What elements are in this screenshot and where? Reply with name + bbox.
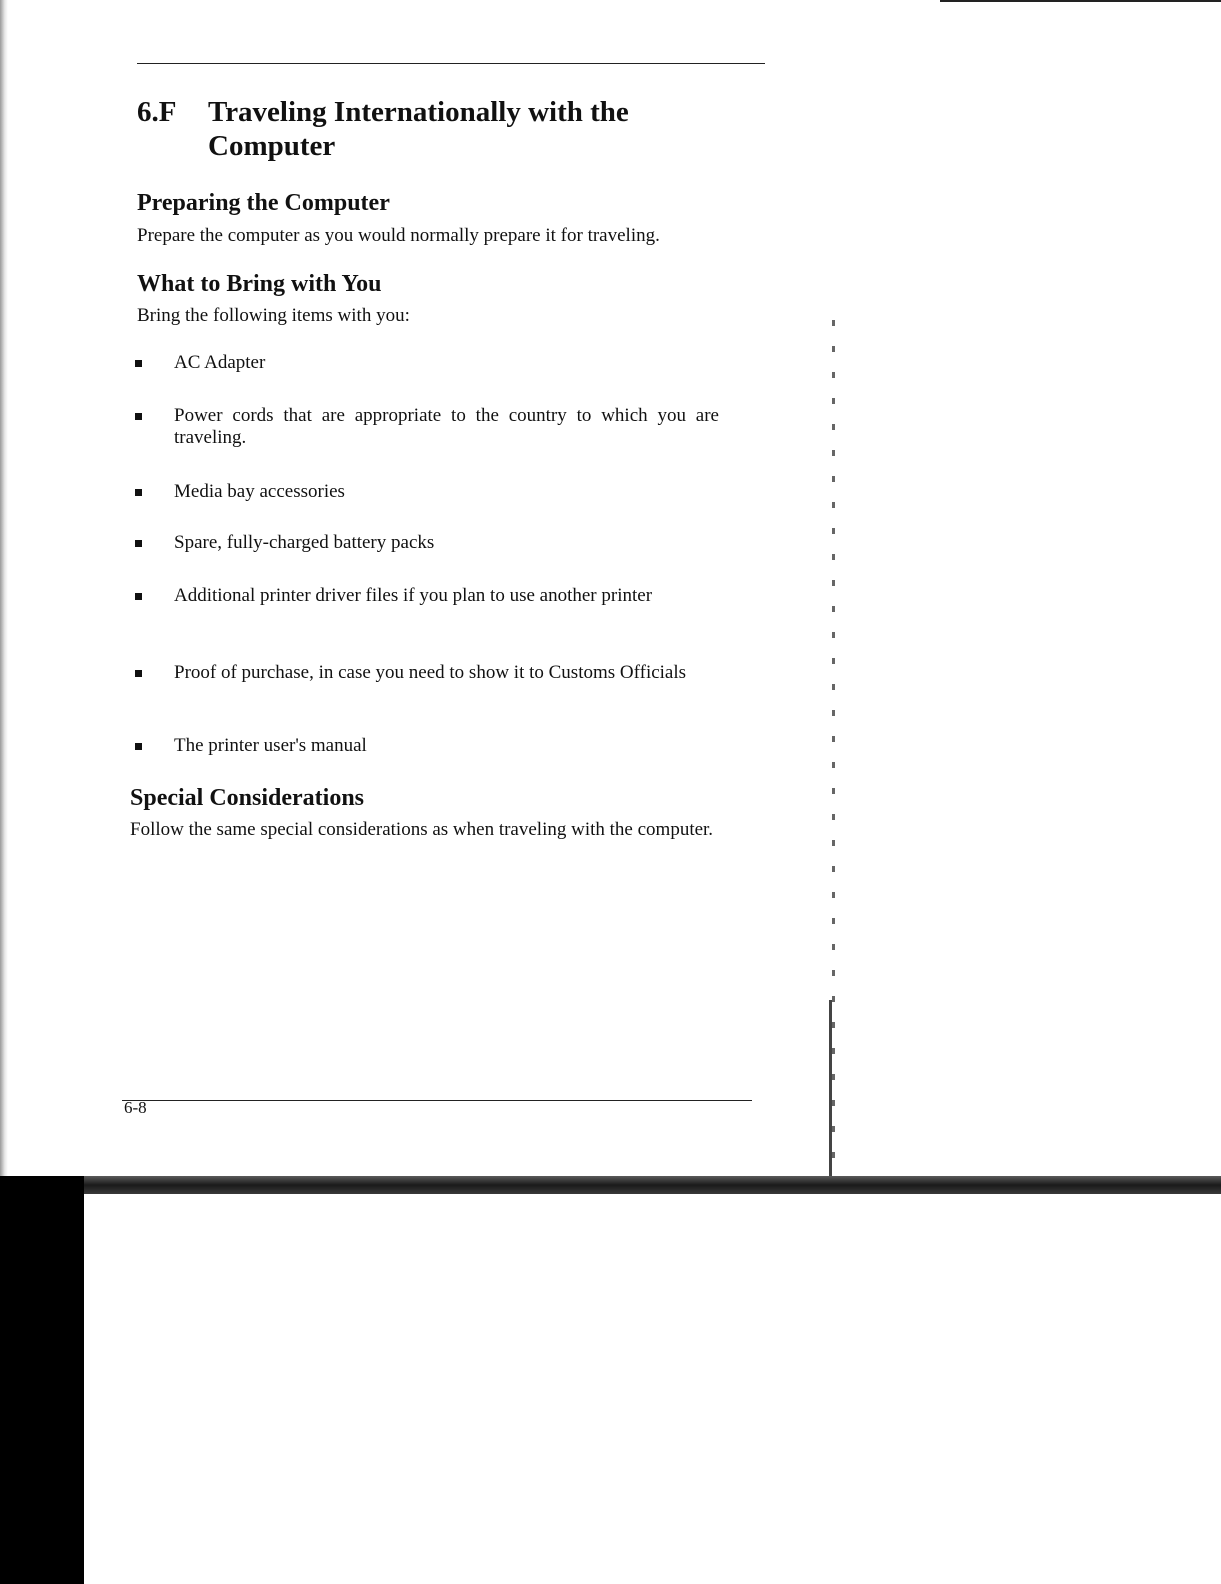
- scan-binding-marks: [832, 320, 835, 1180]
- paragraph-preparing: Prepare the computer as you would normally prepare it for traveling.: [137, 225, 660, 246]
- heading-preparing: Preparing the Computer: [137, 190, 390, 216]
- list-item-text: Spare, fully-charged battery packs: [174, 532, 435, 553]
- bullet-icon: [135, 413, 142, 420]
- heading-special-considerations: Special Considerations: [130, 785, 365, 811]
- scan-left-edge: [0, 0, 8, 1180]
- bullet-icon: [135, 593, 142, 600]
- list-item-text: The printer user's manual: [174, 735, 367, 756]
- bullet-icon: [135, 670, 142, 677]
- heading-what-to-bring: What to Bring with You: [137, 271, 382, 297]
- scan-black-margin: [0, 1176, 84, 1584]
- scan-top-right-line: [940, 0, 1221, 2]
- section-number: 6.F: [137, 96, 177, 128]
- section-title: Traveling Internationally with the Computer: [208, 96, 629, 162]
- list-item-text: AC Adapter: [174, 352, 266, 373]
- footer-rule: [122, 1100, 752, 1101]
- list-item-text: Media bay accessories: [174, 481, 345, 502]
- bullet-icon: [135, 540, 142, 547]
- bullet-icon: [135, 743, 142, 750]
- scan-binding-line: [829, 1000, 832, 1180]
- list-item-text: Proof of purchase, in case you need to show it to Customs Officials: [174, 662, 687, 683]
- list-item-text: Additional printer driver files if you plan to use another printer: [174, 585, 653, 606]
- scan-page-edge-band: [0, 1176, 1221, 1194]
- page-number: 6-8: [124, 1098, 147, 1117]
- header-rule: [137, 63, 765, 64]
- paragraph-what-to-bring: Bring the following items with you:: [137, 305, 410, 326]
- list-item-text: Power cords that are appropriate to the country to which you are traveling.: [174, 405, 719, 448]
- bullet-icon: [135, 489, 142, 496]
- paragraph-special-considerations: Follow the same special considerations as when traveling with the computer.: [130, 819, 714, 840]
- bullet-icon: [135, 360, 142, 367]
